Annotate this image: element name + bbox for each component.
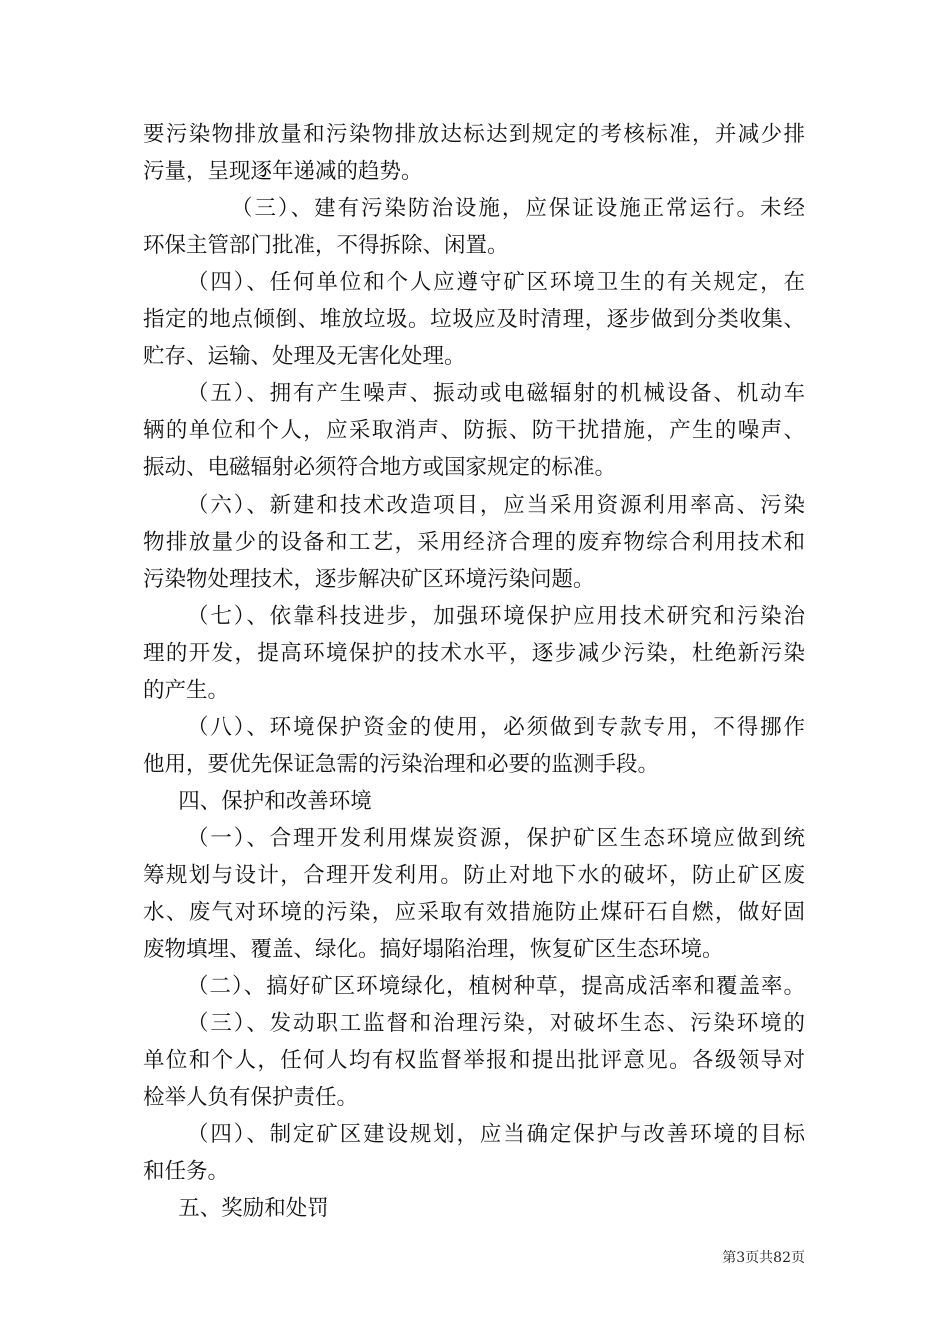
text-line: （三）、发动职工监督和治理污染，对破坏生态、污染环境的 xyxy=(187,1011,805,1037)
text-line: 检举人负有保护责任。 xyxy=(143,1085,359,1111)
text-line: 单位和个人，任何人均有权监督举报和提出批评意见。各级领导对 xyxy=(143,1048,805,1074)
text-line: 他用，要优先保证急需的污染治理和必要的监测手段。 xyxy=(143,751,660,777)
text-line: （三）、建有污染防治设施，应保证设施正常运行。未经 xyxy=(231,196,805,222)
text-line: 污量，呈现逐年递减的趋势。 xyxy=(143,159,423,185)
text-line: （一）、合理开发利用煤炭资源，保护矿区生态环境应做到统 xyxy=(187,825,805,851)
text-line: 振动、电磁辐射必须符合地方或国家规定的标准。 xyxy=(143,455,617,481)
text-line: （八）、环境保护资金的使用，必须做到专款专用，不得挪作 xyxy=(187,714,805,740)
page-number-footer: 第3页共82页 xyxy=(722,1250,805,1266)
text-line: 物排放量少的设备和工艺，采用经济合理的废弃物综合利用技术和 xyxy=(143,529,805,555)
text-line: （四）、制定矿区建设规划，应当确定保护与改善环境的目标 xyxy=(187,1122,805,1148)
text-line: 筹规划与设计，合理开发利用。防止对地下水的破坏，防止矿区废 xyxy=(143,863,805,888)
text-line: 五、奖励和处罚 xyxy=(178,1196,329,1222)
text-line: 指定的地点倾倒、堆放垃圾。垃圾应及时清理，逐步做到分类收集、 xyxy=(143,307,805,333)
text-line: （五）、拥有产生噪声、振动或电磁辐射的机械设备、机动车 xyxy=(187,381,805,407)
text-line: 废物填埋、覆盖、绿化。搞好塌陷治理，恢复矿区生态环境。 xyxy=(143,937,724,963)
text-line: 四、保护和改善环境 xyxy=(178,788,372,814)
text-line: （七）、依靠科技进步，加强环境保护应用技术研究和污染治 xyxy=(187,603,805,629)
text-line: 污染物处理技术，逐步解决矿区环境污染问题。 xyxy=(143,566,595,592)
text-line: 辆的单位和个人，应采取消声、防振、防干扰措施，产生的噪声、 xyxy=(143,418,805,444)
text-line: （四）、任何单位和个人应遵守矿区环境卫生的有关规定，在 xyxy=(187,270,805,296)
text-line: 水、废气对环境的污染，应采取有效措施防止煤矸石自燃，做好固 xyxy=(143,900,805,926)
text-line: 要污染物排放量和污染物排放达标达到规定的考核标准，并减少排 xyxy=(143,122,805,147)
text-line: 环保主管部门批准，不得拆除、闲置。 xyxy=(143,233,509,259)
text-line: 的产生。 xyxy=(143,677,230,703)
text-line: （六）、新建和技术改造项目，应当采用资源利用率高、污染 xyxy=(187,492,805,518)
text-line: 贮存、运输、处理及无害化处理。 xyxy=(143,344,466,370)
text-line: 理的开发，提高环境保护的技术水平，逐步减少污染，杜绝新污染 xyxy=(143,640,805,666)
text-line: （二）、搞好矿区环境绿化，植树种草，提高成活率和覆盖率。 xyxy=(187,974,805,1000)
text-line: 和任务。 xyxy=(143,1159,230,1185)
